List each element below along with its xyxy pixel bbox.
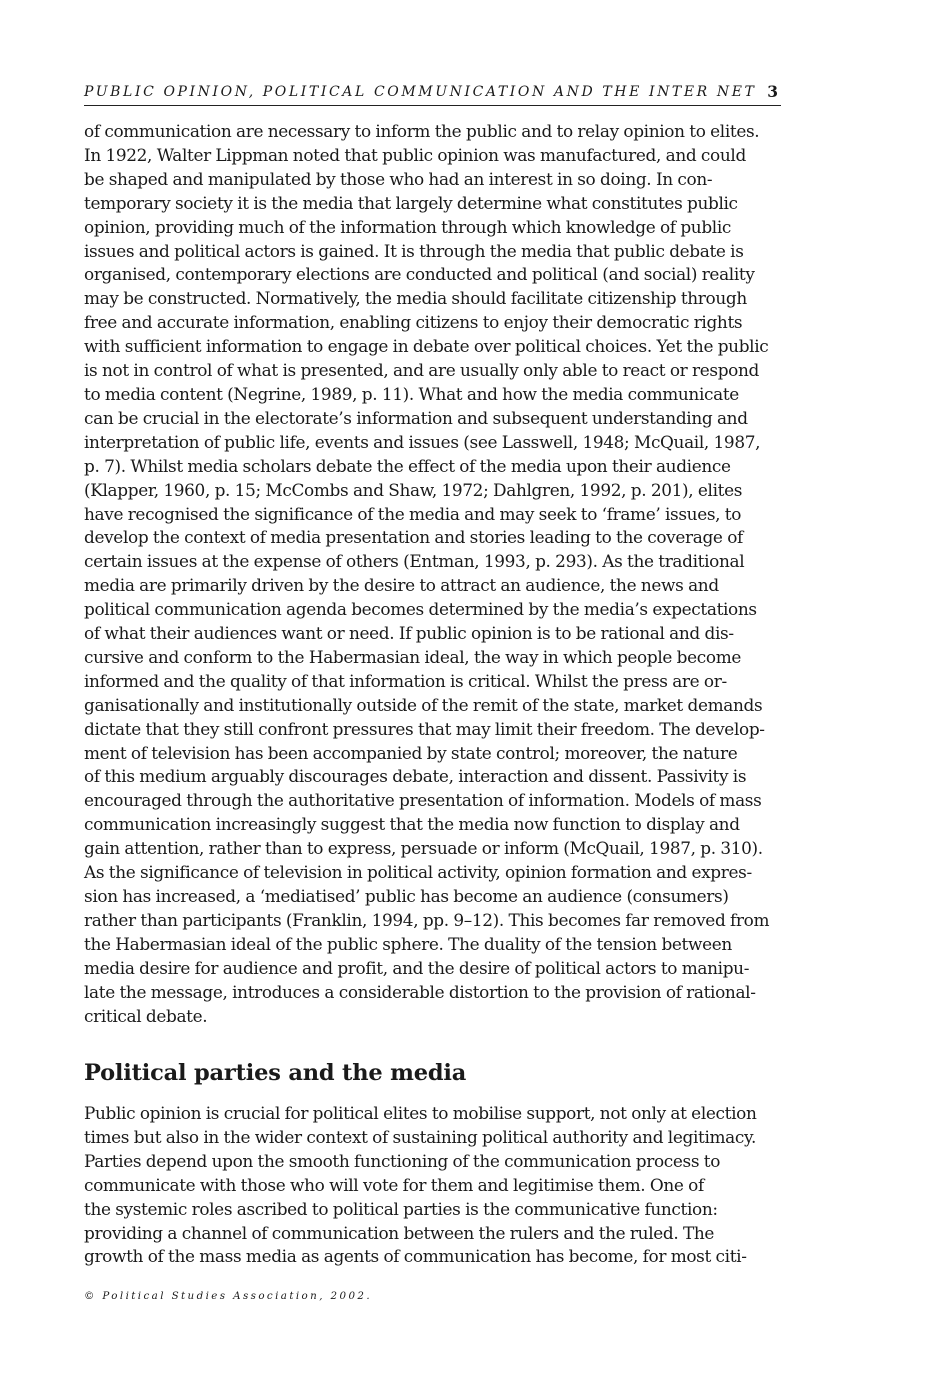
text-line: late the message, introduces a considerable distortion to the provision of rational- [84, 981, 756, 1002]
text-line: media desire for audience and profit, and the desire of political actors to manipu- [84, 957, 750, 978]
text-line: informed and the quality of that information is critical. Whilst the press are or- [84, 670, 727, 691]
text-line: cursive and conform to the Habermasian ideal, the way in which people become [84, 646, 742, 667]
text-line: of communication are necessary to inform the public and to relay opinion to elites. [84, 121, 760, 141]
running-header [84, 82, 781, 106]
text-line: is not in control of what is presented, and are usually only able to react or respond [84, 360, 759, 381]
text-line: dictate that they still confront pressures that may limit their freedom. The develop- [84, 718, 765, 739]
section-heading: Political parties and the media [84, 1060, 467, 1086]
text-line: providing a channel of communication between the rulers and the ruled. The [84, 1222, 715, 1243]
text-line: of this medium arguably discourages debate, interaction and dissent. Passivity is [84, 766, 747, 787]
text-line: rather than participants (Franklin, 1994, pp. 9–12). This becomes far removed from [84, 909, 770, 930]
text-line: issues and political actors is gained. It is through the media that public debate is [84, 240, 744, 261]
text-line: may be constructed. Normatively, the media should facilitate citizenship through [84, 288, 747, 309]
text-line: interpretation of public life, events and issues (see Lasswell, 1948; McQuail, 1987, [84, 431, 761, 452]
text-line: communication increasingly suggest that the media now function to display and [84, 814, 740, 835]
text-line: develop the context of media presentation and stories leading to the coverage of [84, 527, 743, 548]
text-line: communicate with those who will vote for them and legitimise them. One of [84, 1174, 704, 1195]
text-line: critical debate. [84, 1005, 208, 1026]
text-line: (Klapper, 1960, p. 15; McCombs and Shaw, 1972; Dahlgren, 1992, p. 201), elites [84, 479, 743, 500]
text-line: p. 7). Whilst media scholars debate the effect of the media upon their audience [84, 455, 731, 476]
text-line: ment of television has been accompanied by state control; moreover, the nature [84, 742, 738, 763]
running-title: PUBLIC OPINION, POLITICAL COMMUNICATION AND THE INTER NET [84, 84, 757, 100]
text-line: certain issues at the expense of others (Entman, 1993, p. 293). As the traditional [84, 551, 745, 572]
text-line: Public opinion is crucial for political elites to mobilise support, not only at election [84, 1103, 757, 1123]
text-line: As the significance of television in political activity, opinion formation and expres- [84, 862, 752, 883]
text-line: to media content (Negrine, 1989, p. 11). What and how the media communicate [84, 383, 739, 404]
text-line: organised, contemporary elections are conducted and political (and social) reality [84, 264, 755, 285]
text-line: gain attention, rather than to express, persuade or inform (McQuail, 1987, p. 310). [84, 838, 763, 859]
text-line: have recognised the significance of the media and may seek to ‘frame’ issues, to [84, 503, 742, 524]
text-line: the Habermasian ideal of the public sphere. The duality of the tension between [84, 933, 732, 954]
text-line: with sufficient information to engage in debate over political choices. Yet the public [84, 336, 769, 357]
page-number: 3 [767, 82, 778, 101]
copyright-footer: © Political Studies Association, 2002. [84, 1290, 373, 1302]
body-paragraph-1 [84, 120, 789, 1028]
text-line: media are primarily driven by the desire to attract an audience, the news and [84, 575, 719, 596]
text-line: sion has increased, a ‘mediatised’ public has become an audience (consumers) [84, 886, 729, 906]
text-line: opinion, providing much of the information through which knowledge of public [84, 216, 731, 237]
text-line: In 1922, Walter Lippman noted that public opinion was manufactured, and could [84, 144, 746, 165]
text-line: growth of the mass media as agents of communication has become, for most citi- [84, 1246, 747, 1267]
text-line: Parties depend upon the smooth functioning of the communication process to [84, 1150, 721, 1171]
text-line: be shaped and manipulated by those who had an interest in so doing. In con- [84, 168, 713, 189]
text-line: encouraged through the authoritative presentation of information. Models of mass [84, 790, 762, 811]
text-line: ganisationally and institutionally outside of the remit of the state, market demands [84, 694, 763, 715]
text-line: political communication agenda becomes determined by the media’s expectations [84, 599, 757, 620]
body-paragraph-2 [84, 1102, 789, 1269]
text-line: times but also in the wider context of sustaining political authority and legitimacy. [84, 1126, 756, 1147]
text-line: of what their audiences want or need. If public opinion is to be rational and dis- [84, 623, 734, 644]
text-line: free and accurate information, enabling citizens to enjoy their democratic rights [84, 312, 743, 333]
text-line: temporary society it is the media that largely determine what constitutes public [84, 192, 738, 213]
text-line: the systemic roles ascribed to political parties is the communicative function: [84, 1198, 718, 1219]
text-line: can be crucial in the electorate’s information and subsequent understanding and [84, 407, 748, 428]
